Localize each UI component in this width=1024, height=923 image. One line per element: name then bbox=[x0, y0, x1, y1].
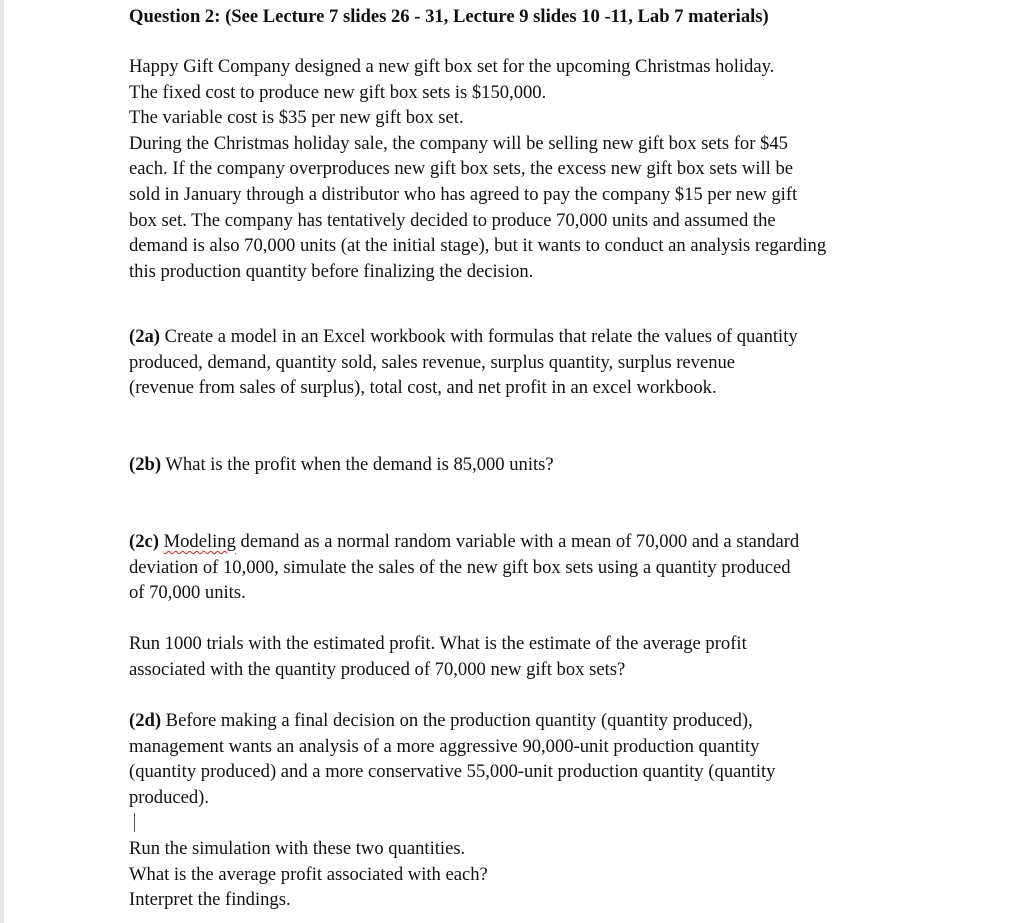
part-2d-run-line: Interpret the findings. bbox=[129, 889, 291, 911]
part-2c-run bbox=[129, 631, 929, 682]
intro-line: demand is also 70,000 units (at the initial stage), but it wants to conduct an analysis regarding bbox=[129, 235, 827, 257]
intro-line: sold in January through a distributor who has agreed to pay the company $15 per new gift bbox=[129, 183, 798, 205]
intro-line: box set. The company has tentatively decided to produce 70,000 units and assumed the bbox=[129, 209, 776, 231]
part-2c-line: deviation of 10,000, simulate the sales of the new gift box sets using a quantity produced bbox=[129, 556, 791, 578]
part-2b bbox=[129, 452, 929, 478]
part-2c bbox=[129, 529, 929, 606]
part-2d-run bbox=[129, 836, 929, 913]
spellcheck-flagged-word[interactable]: Modeling bbox=[163, 531, 236, 552]
intro-line: each. If the company overproduces new gift box sets, the excess new gift box sets will be bbox=[129, 158, 794, 180]
question-title: Question 2: (See Lecture 7 slides 26 - 31, Lecture 9 slides 10 -11, Lab 7 materials) bbox=[129, 6, 769, 27]
part-2a-line: (revenue from sales of surplus), total cost, and net profit in an excel workbook. bbox=[129, 377, 717, 399]
part-2a-label: (2a) bbox=[129, 326, 160, 347]
intro-line: Happy Gift Company designed a new gift box set for the upcoming Christmas holiday. bbox=[129, 56, 775, 77]
intro-line: During the Christmas holiday sale, the company will be selling new gift box sets for $45 bbox=[129, 132, 788, 154]
part-2d bbox=[129, 708, 929, 810]
part-2c-run-line: associated with the quantity produced of 70,000 new gift box sets? bbox=[129, 658, 626, 680]
part-2b-text: What is the profit when the demand is 85,000 units? bbox=[161, 454, 554, 475]
part-2c-label: (2c) bbox=[129, 531, 159, 552]
part-2d-line: management wants an analysis of a more aggressive 90,000-unit production quantity bbox=[129, 735, 760, 757]
part-2c-line: of 70,000 units. bbox=[129, 582, 246, 604]
part-2c-run-line: Run 1000 trials with the estimated profit. What is the estimate of the average profit bbox=[129, 633, 747, 654]
intro-line: The variable cost is $35 per new gift box set. bbox=[129, 107, 464, 129]
part-2d-line: Before making a final decision on the production quantity (quantity produced), bbox=[161, 710, 753, 731]
part-2d-line: produced). bbox=[129, 786, 210, 808]
part-2a-line: produced, demand, quantity sold, sales revenue, surplus quantity, surplus revenue bbox=[129, 351, 736, 373]
intro-line: this production quantity before finalizing the decision. bbox=[129, 260, 534, 282]
part-2d-run-line: Run the simulation with these two quantities. bbox=[129, 838, 466, 859]
part-2d-run-line: What is the average profit associated with each? bbox=[129, 863, 488, 885]
part-2a-line: Create a model in an Excel workbook with formulas that relate the values of quantity bbox=[159, 326, 798, 347]
intro-paragraph bbox=[129, 54, 929, 284]
part-2d-line: (quantity produced) and a more conservative 55,000-unit production quantity (quantity bbox=[129, 761, 776, 783]
part-2c-line: demand as a normal random variable with a mean of 70,000 and a standard bbox=[235, 531, 800, 552]
intro-line: The fixed cost to produce new gift box sets is $150,000. bbox=[129, 81, 547, 103]
part-2d-label: (2d) bbox=[129, 710, 162, 731]
part-2a bbox=[129, 324, 929, 401]
text-cursor[interactable] bbox=[134, 813, 135, 832]
part-2b-label: (2b) bbox=[129, 454, 162, 475]
